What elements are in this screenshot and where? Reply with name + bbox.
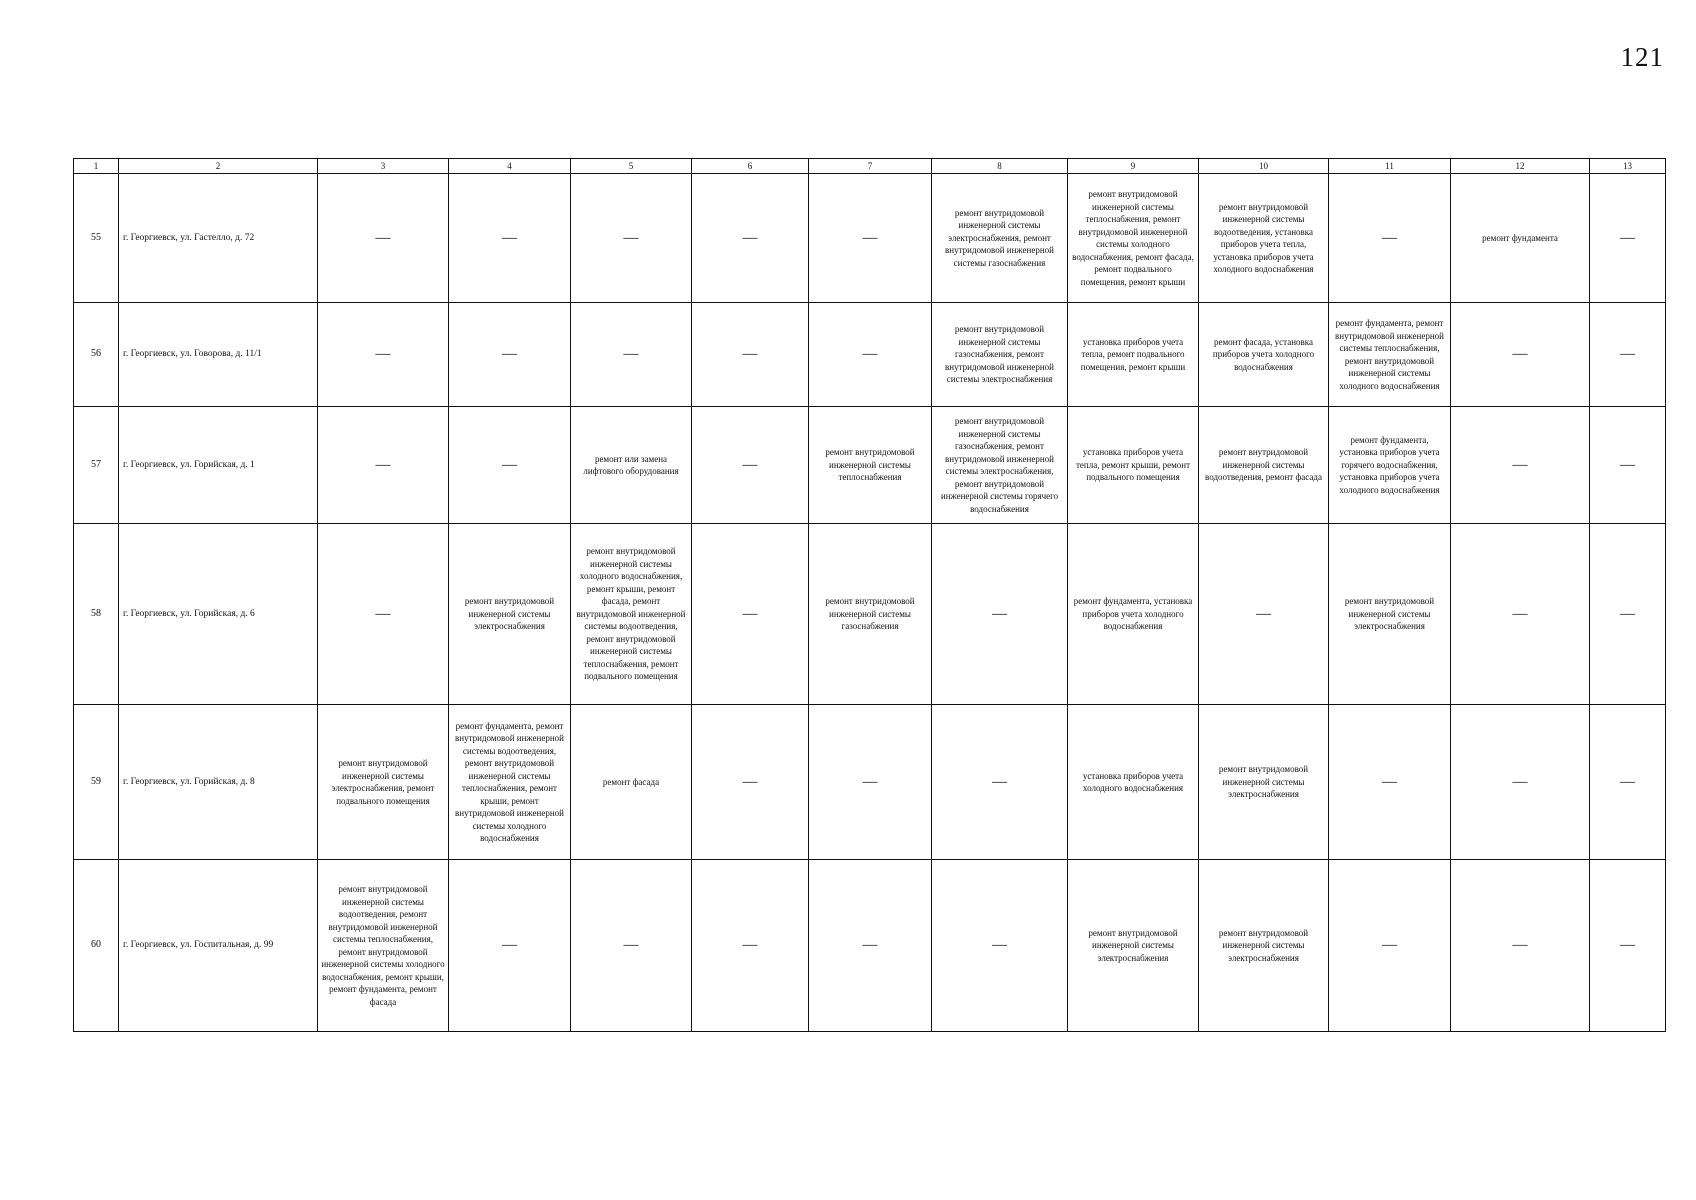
row-number: 57 bbox=[74, 407, 119, 524]
work-cell: ремонт внутридомовой инженерной системы электроснабжения bbox=[1068, 860, 1199, 1032]
work-cell: — bbox=[809, 303, 932, 407]
work-cell: ремонт внутридомовой инженерной системы водоотведения, ремонт фасада bbox=[1199, 407, 1329, 524]
row-number: 59 bbox=[74, 705, 119, 860]
row-number: 60 bbox=[74, 860, 119, 1032]
work-cell: — bbox=[449, 407, 571, 524]
work-cell: ремонт внутридомовой инженерной системы водоотведения, ремонт внутридомовой инженерной системы теплоснабжения, ремонт внутридомовой инженерной системы холодного водоснабжения, ремонт крыши, ремонт фундамента, ремонт фасада bbox=[318, 860, 449, 1032]
address-cell: г. Георгиевск, ул. Горийская, д. 6 bbox=[119, 524, 318, 705]
work-cell: — bbox=[449, 860, 571, 1032]
work-cell: ремонт фундамента, ремонт внутридомовой инженерной системы теплоснабжения, ремонт внутридомовой инженерной системы холодного водоснабжения bbox=[1329, 303, 1451, 407]
column-header: 10 bbox=[1199, 159, 1329, 174]
column-header: 13 bbox=[1590, 159, 1666, 174]
work-cell: — bbox=[318, 407, 449, 524]
work-cell: ремонт фундамента bbox=[1451, 174, 1590, 303]
column-header: 12 bbox=[1451, 159, 1590, 174]
work-cell: ремонт или замена лифтового оборудования bbox=[571, 407, 692, 524]
work-cell: — bbox=[571, 303, 692, 407]
column-header: 3 bbox=[318, 159, 449, 174]
table-row bbox=[74, 407, 1666, 524]
row-number: 56 bbox=[74, 303, 119, 407]
page-number: 121 bbox=[1620, 42, 1664, 72]
work-cell: — bbox=[1590, 174, 1666, 303]
work-cell: — bbox=[1451, 524, 1590, 705]
work-cell: — bbox=[1590, 860, 1666, 1032]
work-cell: — bbox=[1590, 705, 1666, 860]
work-cell: установка приборов учета холодного водоснабжения bbox=[1068, 705, 1199, 860]
work-cell: — bbox=[1329, 860, 1451, 1032]
work-cell: — bbox=[692, 407, 809, 524]
work-cell: — bbox=[692, 303, 809, 407]
work-cell: — bbox=[318, 524, 449, 705]
work-cell: — bbox=[1199, 524, 1329, 705]
column-header: 4 bbox=[449, 159, 571, 174]
address-cell: г. Георгиевск, ул. Горийская, д. 1 bbox=[119, 407, 318, 524]
work-cell: — bbox=[809, 860, 932, 1032]
work-cell: — bbox=[932, 860, 1068, 1032]
work-cell: установка приборов учета тепла, ремонт крыши, ремонт подвального помещения bbox=[1068, 407, 1199, 524]
table-row bbox=[74, 174, 1666, 303]
column-header: 6 bbox=[692, 159, 809, 174]
work-cell: ремонт внутридомовой инженерной системы электроснабжения, ремонт подвального помещения bbox=[318, 705, 449, 860]
work-cell: — bbox=[1451, 407, 1590, 524]
work-cell: ремонт фасада bbox=[571, 705, 692, 860]
row-number: 55 bbox=[74, 174, 119, 303]
work-cell: — bbox=[1590, 407, 1666, 524]
work-cell: — bbox=[1329, 705, 1451, 860]
column-header: 2 bbox=[119, 159, 318, 174]
work-cell: ремонт внутридомовой инженерной системы электроснабжения bbox=[1199, 705, 1329, 860]
work-cell: — bbox=[571, 860, 692, 1032]
work-cell: ремонт внутридомовой инженерной системы водоотведения, установка приборов учета тепла, установка приборов учета холодного водоснабжения bbox=[1199, 174, 1329, 303]
column-header: 11 bbox=[1329, 159, 1451, 174]
work-cell: ремонт внутридомовой инженерной системы теплоснабжения, ремонт внутридомовой инженерной системы холодного водоснабжения, ремонт фасада, ремонт подвального помещения, ремонт крыши bbox=[1068, 174, 1199, 303]
column-header: 9 bbox=[1068, 159, 1199, 174]
work-cell: — bbox=[449, 174, 571, 303]
column-header: 8 bbox=[932, 159, 1068, 174]
work-cell: ремонт внутридомовой инженерной системы электроснабжения bbox=[449, 524, 571, 705]
work-cell: ремонт фундамента, установка приборов учета холодного водоснабжения bbox=[1068, 524, 1199, 705]
row-number: 58 bbox=[74, 524, 119, 705]
work-cell: — bbox=[1451, 705, 1590, 860]
work-cell: — bbox=[318, 174, 449, 303]
work-cell: — bbox=[1451, 303, 1590, 407]
column-header: 5 bbox=[571, 159, 692, 174]
address-cell: г. Георгиевск, ул. Госпитальная, д. 99 bbox=[119, 860, 318, 1032]
work-cell: ремонт внутридомовой инженерной системы газоснабжения bbox=[809, 524, 932, 705]
work-cell: — bbox=[809, 174, 932, 303]
work-cell: ремонт внутридомовой инженерной системы теплоснабжения bbox=[809, 407, 932, 524]
work-cell: ремонт фасада, установка приборов учета холодного водоснабжения bbox=[1199, 303, 1329, 407]
work-cell: — bbox=[932, 705, 1068, 860]
repair-schedule-table-wrapper bbox=[73, 158, 1665, 1032]
work-cell: ремонт внутридомовой инженерной системы электроснабжения bbox=[1199, 860, 1329, 1032]
work-cell: — bbox=[692, 705, 809, 860]
column-number-row bbox=[74, 159, 1666, 174]
address-cell: г. Георгиевск, ул. Горийская, д. 8 bbox=[119, 705, 318, 860]
column-header: 7 bbox=[809, 159, 932, 174]
address-cell: г. Георгиевск, ул. Гастелло, д. 72 bbox=[119, 174, 318, 303]
work-cell: ремонт внутридомовой инженерной системы электроснабжения, ремонт внутридомовой инженерной системы газоснабжения bbox=[932, 174, 1068, 303]
table-row bbox=[74, 705, 1666, 860]
work-cell: установка приборов учета тепла, ремонт подвального помещения, ремонт крыши bbox=[1068, 303, 1199, 407]
table-row bbox=[74, 303, 1666, 407]
work-cell: — bbox=[1590, 303, 1666, 407]
work-cell: — bbox=[571, 174, 692, 303]
column-header: 1 bbox=[74, 159, 119, 174]
table-row bbox=[74, 524, 1666, 705]
work-cell: — bbox=[809, 705, 932, 860]
work-cell: — bbox=[692, 860, 809, 1032]
work-cell: — bbox=[318, 303, 449, 407]
work-cell: — bbox=[692, 524, 809, 705]
work-cell: — bbox=[692, 174, 809, 303]
work-cell: ремонт внутридомовой инженерной системы электроснабжения bbox=[1329, 524, 1451, 705]
work-cell: ремонт фундамента, ремонт внутридомовой инженерной системы водоотведения, ремонт внутридомовой инженерной системы теплоснабжения, ремонт крыши, ремонт внутридомовой инженерной системы холодного водоснабжения bbox=[449, 705, 571, 860]
repair-schedule-table bbox=[73, 158, 1666, 1032]
work-cell: — bbox=[1329, 174, 1451, 303]
work-cell: ремонт внутридомовой инженерной системы холодного водоснабжения, ремонт крыши, ремонт фасада, ремонт внутридомовой инженерной системы водоотведения, ремонт внутридомовой инженерной системы теплоснабжения, ремонт подвального помещения bbox=[571, 524, 692, 705]
work-cell: — bbox=[1590, 524, 1666, 705]
work-cell: ремонт фундамента, установка приборов учета горячего водоснабжения, установка приборов учета холодного водоснабжения bbox=[1329, 407, 1451, 524]
work-cell: ремонт внутридомовой инженерной системы газоснабжения, ремонт внутридомовой инженерной системы электроснабжения bbox=[932, 303, 1068, 407]
work-cell: ремонт внутридомовой инженерной системы газоснабжения, ремонт внутридомовой инженерной системы электроснабжения, ремонт внутридомовой инженерной системы горячего водоснабжения bbox=[932, 407, 1068, 524]
table-row bbox=[74, 860, 1666, 1032]
work-cell: — bbox=[1451, 860, 1590, 1032]
work-cell: — bbox=[449, 303, 571, 407]
address-cell: г. Георгиевск, ул. Говорова, д. 11/1 bbox=[119, 303, 318, 407]
work-cell: — bbox=[932, 524, 1068, 705]
